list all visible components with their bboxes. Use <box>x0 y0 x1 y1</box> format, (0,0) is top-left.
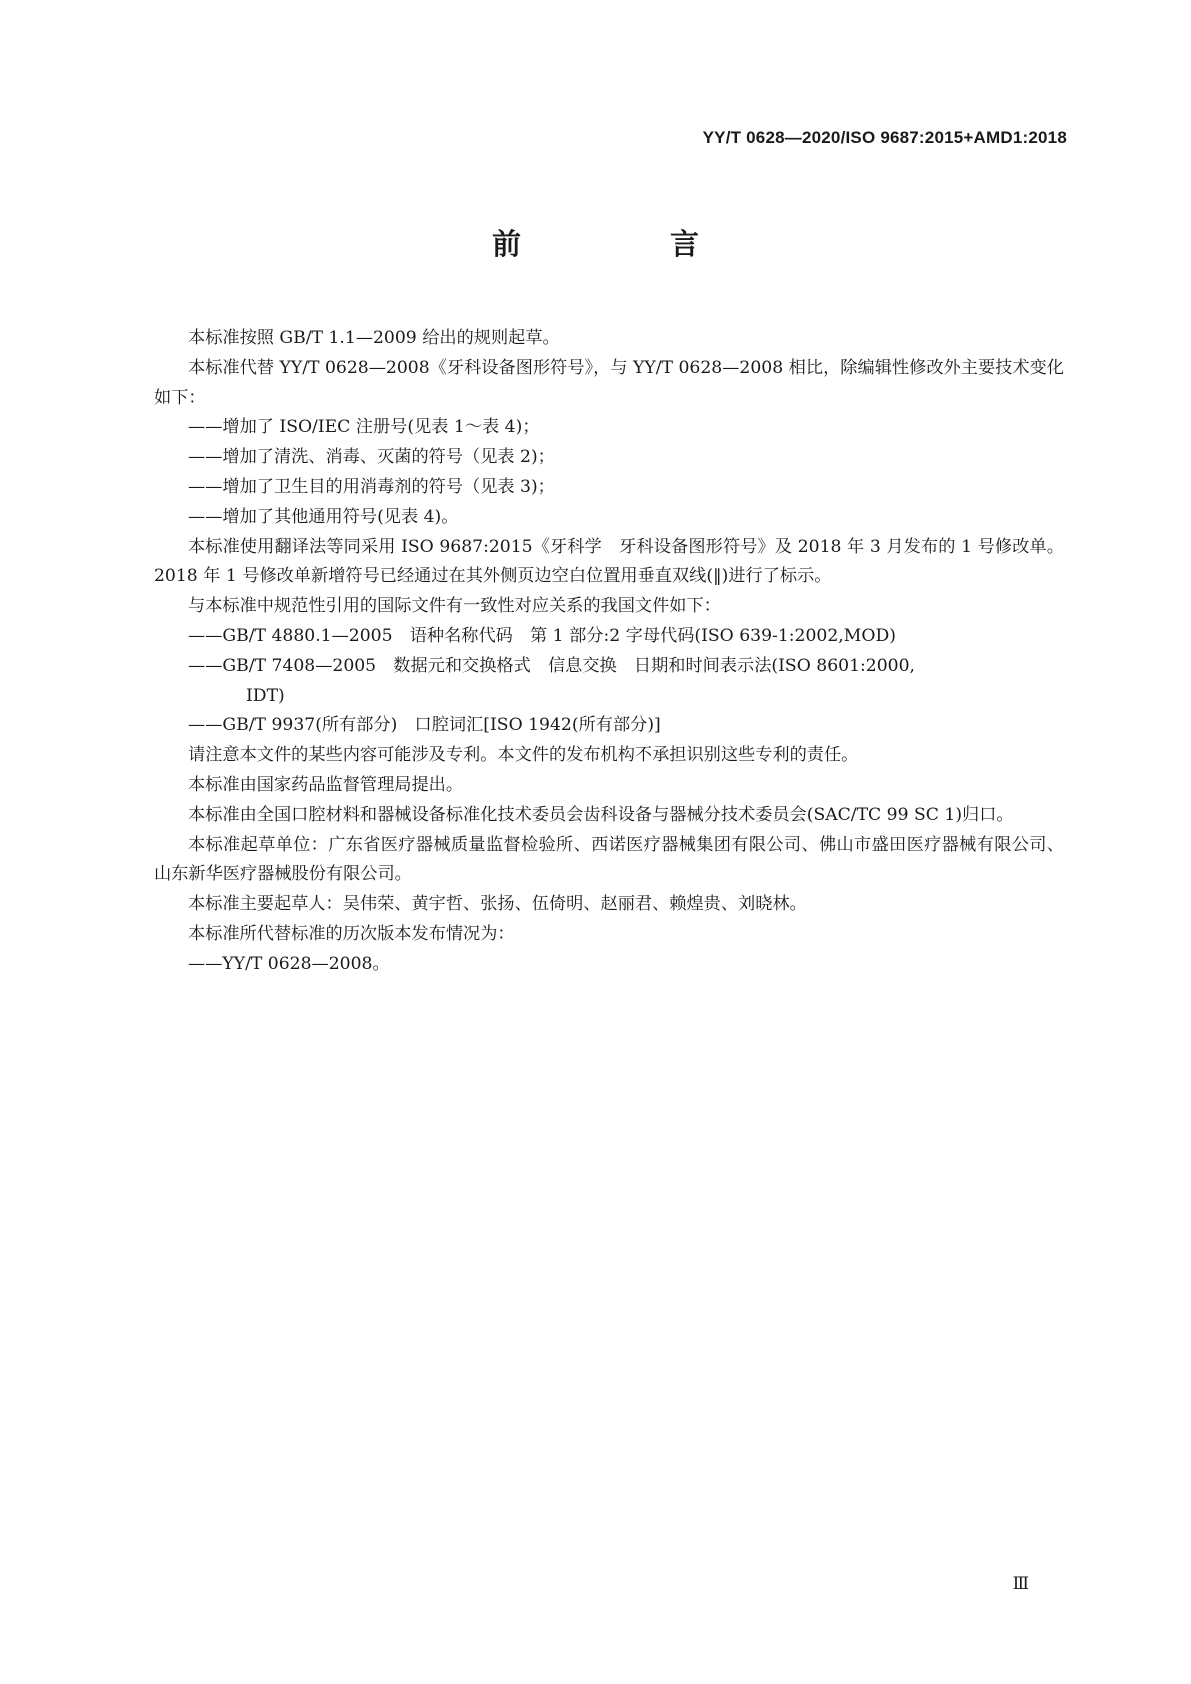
paragraph-drafting-units: 本标准起草单位：广东省医疗器械质量监督检验所、西诺医疗器械集团有限公司、佛山市盛田医疗器械有限公司、山东新华医疗器械股份有限公司。 <box>154 834 1064 885</box>
paragraph-proposer: 本标准由国家药品监督管理局提出。 <box>188 774 464 795</box>
list-item-change: ——增加了卫生目的用消毒剂的符号（见表 3)； <box>188 476 555 497</box>
list-item-history: ——YY/T 0628—2008。 <box>188 953 390 974</box>
reference-line-continued: IDT) <box>246 685 285 706</box>
reference-line: ——GB/T 7408—2005 数据元和交换格式 信息交换 日期和时间表示法(ISO 8601:2000, <box>188 655 915 676</box>
paragraph-technical-committee: 本标准由全国口腔材料和器械设备标准化技术委员会齿科设备与器械分技术委员会(SAC/TC 99 SC 1)归口。 <box>188 804 1014 825</box>
list-item-reference <box>154 652 1064 712</box>
page-title: 前 言 <box>491 227 759 261</box>
paragraph-drafters: 本标准主要起草人：吴伟荣、黄宇哲、张扬、伍倚明、赵丽君、赖煌贵、刘晓林。 <box>188 894 807 915</box>
paragraph-normative-refs: 与本标准中规范性引用的国际文件有一致性对应关系的我国文件如下： <box>188 596 721 617</box>
paragraph-patent-notice: 请注意本文件的某些内容可能涉及专利。本文件的发布机构不承担识别这些专利的责任。 <box>188 745 859 766</box>
foreword-body <box>154 324 1064 980</box>
paragraph-adoption: 本标准使用翻译法等同采用 ISO 9687:2015《牙科学 牙科设备图形符号》及 2018 年 3 月发布的 1 号修改单。2018 年 1 号修改单新增符号已经通过在其外侧页边空白位置用垂直双线(‖)进行了标示。 <box>154 536 1064 587</box>
list-item-change: ——增加了清洗、消毒、灭菌的符号（见表 2)； <box>188 447 555 468</box>
paragraph-drafting-rules: 本标准按照 GB/T 1.1—2009 给出的规则起草。 <box>188 328 560 348</box>
list-item-change: ——增加了其他通用符号(见表 4)。 <box>188 506 459 527</box>
standard-code-header: YY/T 0628—2020/ISO 9687:2015+AMD1:2018 <box>702 128 1067 147</box>
list-item-reference: ——GB/T 4880.1—2005 语种名称代码 第 1 部分:2 字母代码(ISO 639-1:2002,MOD) <box>188 625 896 646</box>
paragraph-replacement: 本标准代替 YY/T 0628—2008《牙科设备图形符号》，与 YY/T 0628—2008 相比，除编辑性修改外主要技术变化如下： <box>154 357 1064 408</box>
list-item-reference: ——GB/T 9937(所有部分) 口腔词汇[ISO 1942(所有部分)] <box>188 715 661 736</box>
page-number: Ⅲ <box>1012 1574 1029 1593</box>
list-item-change: ——增加了 ISO/IEC 注册号(见表 1～表 4)； <box>188 417 540 438</box>
paragraph-version-history: 本标准所代替标准的历次版本发布情况为： <box>188 923 515 944</box>
